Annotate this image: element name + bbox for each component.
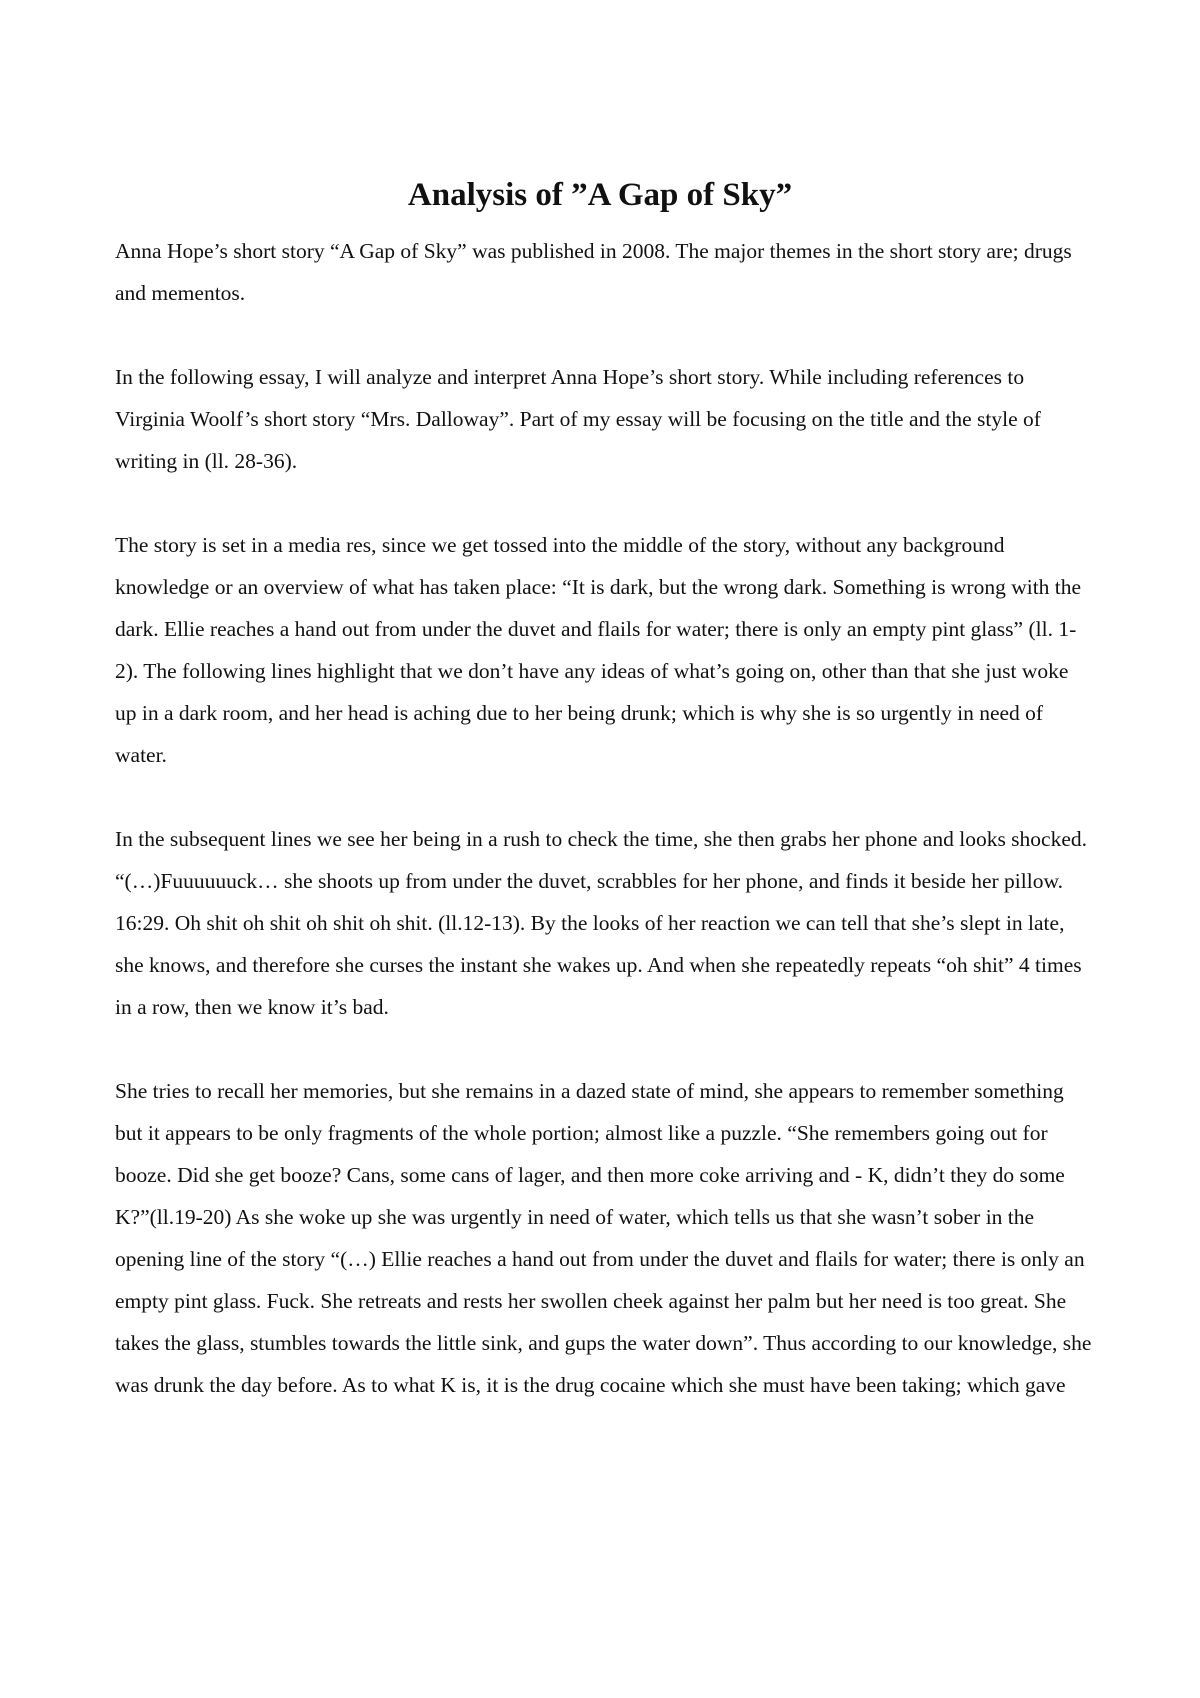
paragraph-subsequent-lines: In the subsequent lines we see her being in a rush to check the time, she then grabs her phone and looks shocked. <box>115 827 1088 851</box>
paragraph-quote-phone: “(…)Fuuuuuuck… she shoots up from under the duvet, scrabbles for her phone, and finds it beside her pillow. 16:29. Oh shit oh shit oh shit oh shit. (ll.12-13). By the looks of her reaction we can tell that she’s slept in late, she knows, and therefore she curses the instant she wakes up. And when she repeatedly repeats “oh shit” 4 times in a row, then we know it’s bad. <box>115 869 1082 1019</box>
paragraph-media-res: The story is set in a media res, since we get tossed into the middle of the story, without any background knowledge or an overview of what has taken place: “It is dark, but the wrong dark. Something is wrong with the dark. Ellie reaches a hand out from under the duvet and flails for water; there is only an empty pint glass” (ll. 1-2). The following lines highlight that we don’t have any ideas of what’s going on, other than that she just woke up in a dark room, and her head is aching due to her being drunk; which is why she is so urgently in need of water. <box>115 533 1082 767</box>
paragraph-essay-plan: In the following essay, I will analyze and interpret Anna Hope’s short story. While including references to Virginia Woolf’s short story “Mrs. Dalloway”. Part of my essay will be focusing on the title and the style of writing in (ll. 28-36). <box>115 365 1041 473</box>
paragraph-intro: Anna Hope’s short story “A Gap of Sky” was published in 2008. The major themes in the short story are; drugs and mementos. <box>115 239 1072 305</box>
document-body <box>115 230 1095 1448</box>
document-title: Analysis of ”A Gap of Sky” <box>407 177 793 213</box>
paragraph-memories: She tries to recall her memories, but she remains in a dazed state of mind, she appears to remember something but it appears to be only fragments of the whole portion; almost like a puzzle. “She remembers going out for booze. Did she get booze? Cans, some cans of lager, and then more coke arriving and - K, didn’t they do some K?”(ll.19-20) As she woke up she was urgently in need of water, which tells us that she wasn’t sober in the opening line of the story “(…) Ellie reaches a hand out from under the duvet and flails for water; there is only an empty pint glass. Fuck. She retreats and rests her swollen cheek against her palm but her need is too great. She takes the glass, stumbles towards the little sink, and gups the water down”. Thus according to our knowledge, she was drunk the day before. As to what K is, it is the drug cocaine which she must have been taking; which gave <box>115 1079 1092 1397</box>
